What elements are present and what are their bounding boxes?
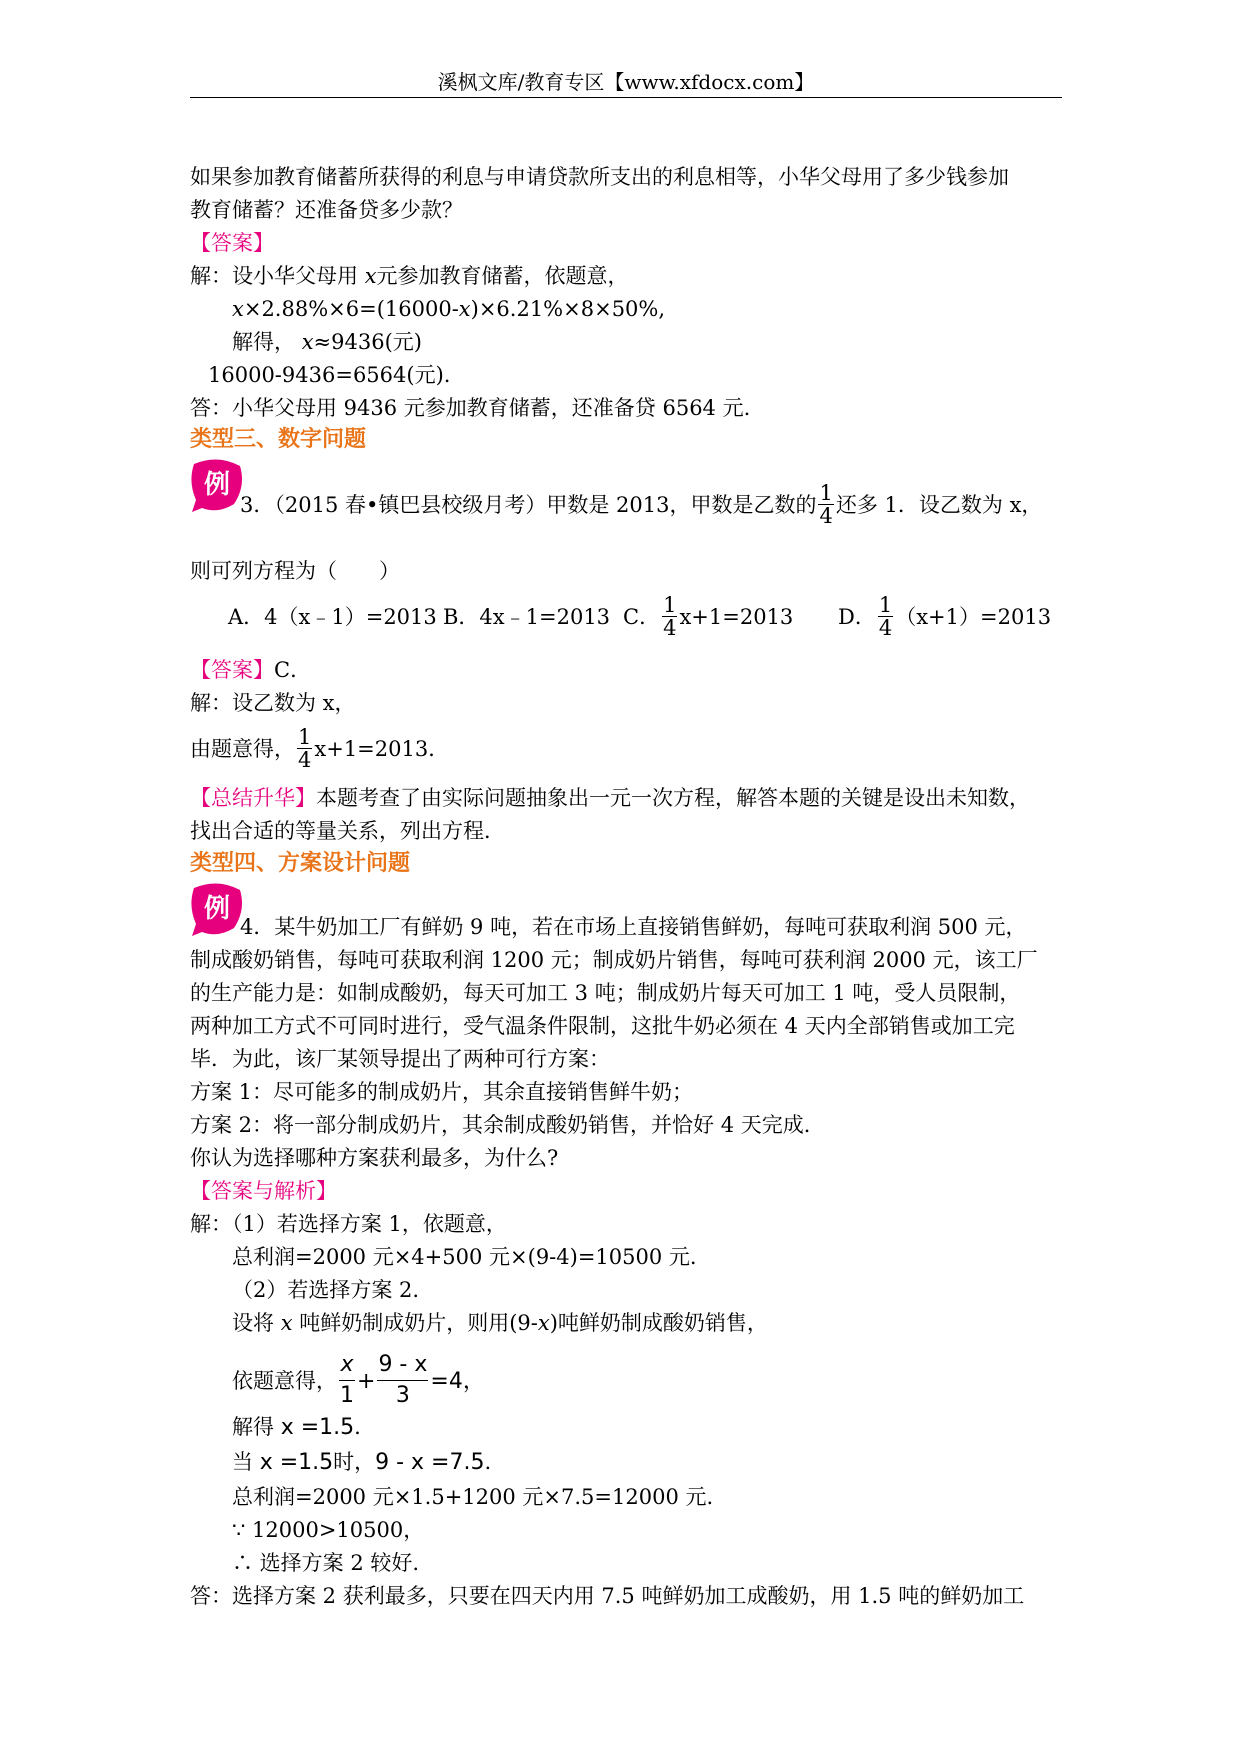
problem-text-line-1: 如果参加教育储蓄所获得的利息与申请贷款所支出的利息相等，小华父母用了多少钱参加 <box>190 165 1009 189</box>
question-3-line-2: 则可列方程为（ ） <box>190 559 400 583</box>
svg-text:例: 例 <box>203 894 231 924</box>
section-title-type3: 类型三、数字问题 <box>190 427 367 452</box>
question-4-line-4: 两种加工方式不可同时进行，受气温条件限制，这批牛奶必须在 4 天内全部销售或加工完 <box>190 1014 1015 1038</box>
q4-solution-2: 总利润=2000 元×4+500 元×(9-4)=10500 元. <box>232 1245 697 1269</box>
q4-therefore: ∴ 选择方案 2 较好. <box>232 1551 420 1575</box>
question-4-line-2: 制成酸奶销售，每吨可获取利润 1200 元；制成奶片销售，每吨可获利润 2000 元，该工厂 <box>190 948 1038 972</box>
question-3-solution-2: 由题意得， $\frac{1}{4}$ x+1=2013． <box>190 725 450 772</box>
solution-line-1: 解：设小华父母用 x元参加教育储蓄，依题意， <box>190 264 629 288</box>
answer-tag: 【答案】 <box>190 231 274 255</box>
option-b[interactable]: B．4x﹣1=2013 <box>443 605 611 629</box>
q4-equation: 依题意得， $\frac{x}{1}$ + $\frac{9 - x}{3}$ =4， <box>232 1352 485 1408</box>
question-3-summary-2: 找出合适的等量关系，列出方程． <box>190 819 505 843</box>
q4-solution-4: 设将 x 吨鲜奶制成奶片，则用(9-x)吨鲜奶制成酸奶销售， <box>232 1311 768 1335</box>
section-title-type4: 类型四、方案设计问题 <box>190 851 411 876</box>
solution-result: 解得， x≈9436(元) <box>232 330 422 354</box>
q4-total-profit: 总利润=2000 元×1.5+1200 元×7.5=12000 元. <box>232 1485 714 1509</box>
example-badge-icon <box>188 456 246 514</box>
question-3-summary-1: 【总结升华】本题考查了由实际问题抽象出一元一次方程，解答本题的关键是设出未知数， <box>190 786 1030 810</box>
q4-solution-3: （2）若选择方案 2. <box>232 1278 420 1302</box>
header-divider <box>190 97 1062 98</box>
fraction-one-quarter: $\frac{1}{4}$ <box>819 481 833 528</box>
svg-text:例: 例 <box>203 470 231 500</box>
answer-analysis-tag: 【答案与解析】 <box>190 1179 337 1203</box>
question-4-line-1: 4．某牛奶加工厂有鲜奶 9 吨，若在市场上直接销售鲜奶，每吨可获取利润 500 元， <box>240 915 1027 939</box>
option-a[interactable]: A．4（x﹣1）=2013 <box>228 605 437 629</box>
question-3-answer: 【答案】C． <box>190 658 312 682</box>
page-header: 溪枫文库/教育专区【www.xfdocx.com】 <box>437 70 815 94</box>
question-3-line-1: 3．（2015 春•镇巴县校级月考）甲数是 2013，甲数是乙数的 $\frac{1}{4}$ 还多 1．设乙数为 x， <box>240 481 1043 528</box>
q4-solution-1: 解：（1）若选择方案 1，依题意， <box>190 1212 507 1236</box>
question-4-line-5: 毕．为此，该厂某领导提出了两种可行方案： <box>190 1047 610 1071</box>
option-d[interactable]: D． $\frac{1}{4}$ （x+1）=2013 <box>838 593 1052 640</box>
problem-text-line-2: 教育储蓄？还准备贷多少款？ <box>190 198 463 222</box>
question-4-prompt: 你认为选择哪种方案获利最多，为什么? <box>190 1146 559 1170</box>
q4-substitution: 当 x =1.5时，9 - x =7.5. <box>232 1450 492 1475</box>
q4-solve-result: 解得 x =1.5. <box>232 1415 361 1440</box>
example-badge-icon <box>188 880 246 938</box>
q4-because: ∵ 12000>10500， <box>232 1518 425 1542</box>
solution-subtraction: 16000-9436=6564(元). <box>208 363 451 387</box>
solution-equation: x×2.88%×6=(16000-x)×6.21%×8×50%, <box>232 297 666 321</box>
q4-final-answer: 答：选择方案 2 获利最多，只要在四天内用 7.5 吨鲜奶加工成酸奶，用 1.5 吨的鲜奶加工 <box>190 1584 1025 1608</box>
plan-1: 方案 1：尽可能多的制成奶片，其余直接销售鲜牛奶； <box>190 1080 694 1104</box>
question-4-line-3: 的生产能力是：如制成酸奶，每天可加工 3 吨；制成奶片每天可加工 1 吨，受人员限制， <box>190 981 1021 1005</box>
plan-2: 方案 2：将一部分制成奶片，其余制成酸奶销售，并恰好 4 天完成． <box>190 1113 825 1137</box>
option-c[interactable]: C． $\frac{1}{4}$ x+1=2013 <box>623 593 794 640</box>
question-3-solution-1: 解：设乙数为 x， <box>190 691 356 715</box>
final-answer: 答：小华父母用 9436 元参加教育储蓄，还准备贷 6564 元. <box>190 396 751 420</box>
question-3-options <box>228 593 1052 641</box>
